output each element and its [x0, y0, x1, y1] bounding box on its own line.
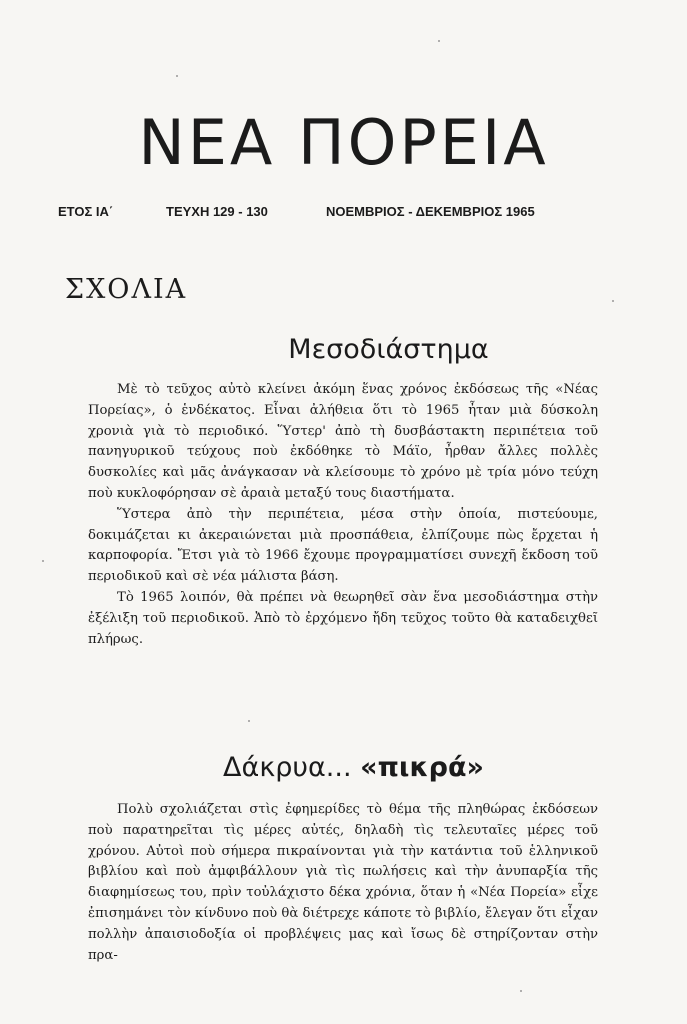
paper-speck: [42, 560, 44, 562]
issue-numbers: ΤΕΥΧΗ 129 - 130: [166, 204, 268, 219]
article-title-quoted: «πικρά»: [360, 752, 484, 783]
paper-speck: [248, 720, 250, 722]
article-paragraph: Μὲ τὸ τεῦχος αὐτὸ κλείνει ἀκόμη ἕνας χρόνος ἐκδόσεως τῆς «Νέας Πορείας», ὁ ἑνδέκατος. Εἶναι ἀλήθεια ὅτι τὸ 1965 ἦταν μιὰ δύσκολη χρονιὰ γιὰ τὸ περιοδικό. Ὕστερ' ἀπὸ τὴ δυσβάστακτη περιπέτεια τοῦ πανηγυρικοῦ τεύχους ποὺ ἐκδόθηκε τὸ Μάϊο, ἦρθαν ἄλλες πολλὲς δυσκολίες καὶ μᾶς ἀνάγκασαν νὰ κλείσουμε τὸ χρόνο μὲ τρία μόνο τεύχη ποὺ κυκλοφόρησαν σὲ ἀραιὰ μεταξύ τους διαστήματα.: [88, 382, 598, 501]
article-title-mesodiastima: Μεσοδιάστημα: [288, 334, 489, 365]
section-title: ΣΧΟΛΙΑ: [65, 274, 188, 305]
paper-speck: [176, 75, 178, 77]
paper-speck: [438, 40, 440, 42]
article-paragraph: Ὕστερα ἀπὸ τὴν περιπέτεια, μέσα στὴν ὁποία, πιστεύουμε, δοκιμάζεται κι ἀκεραιώνεται μιὰ προσπάθεια, ἐλπίζουμε πὼς ἔρχεται ἡ καρποφορία. Ἔτσι γιὰ τὸ 1966 ἔχουμε προγραμματίσει συνεχῆ ἔκδοση τοῦ περιοδικοῦ καὶ σὲ νέα μάλιστα βάση.: [88, 506, 598, 585]
issue-line: [58, 204, 598, 219]
article-title-prefix: Δάκρυα...: [223, 752, 361, 783]
paper-speck: [612, 300, 614, 302]
article-paragraph: Πολὺ σχολιάζεται στὶς ἐφημερίδες τὸ θέμα τῆς πληθώρας ἐκδόσεων ποὺ παρατηρεῖται τὶς μέρες αὐτές, δηλαδὴ τὶς τελευταῖες μέρες τοῦ χρόνου. Αὐτοὶ ποὺ σήμερα πικραίνονται γιὰ τὴν κατάντια τοῦ ἑλληνικοῦ βιβλίου καὶ ποὺ ἀμφιβάλλουν γιὰ τὶς πωλήσεις καὶ τὴν ἀνυπαρξία τῆς διαφημίσεως του, πρὶν τοὐλάχιστο δέκα χρόνια, ὅταν ἡ «Νέα Πορεία» εἶχε ἐπισημάνει τὸν κίνδυνο ποὺ θὰ διέτρεχε κάποτε τὸ βιβλίο, ἔλεγαν ὅτι εἶχαν πολλὴν ἀπαισιοδοξία οἱ προβλέψεις μας καὶ ἴσως δὲ στηρίζονταν στὴν πρα-: [88, 802, 598, 963]
issue-year: ΕΤΟΣ ΙΑ΄: [58, 204, 114, 219]
article-paragraph: Τὸ 1965 λοιπόν, θὰ πρέπει νὰ θεωρηθεῖ σὰν ἕνα μεσοδιάστημα στὴν ἐξέλιξη τοῦ περιοδικοῦ. Ἀπὸ τὸ ἐρχόμενο ἤδη τεῦχος τοῦτο θὰ καταδειχθεῖ πλήρως.: [88, 589, 598, 647]
article-body-mesodiastima: [88, 380, 598, 650]
article-title-dakrya: [0, 752, 687, 783]
issue-date: ΝΟΕΜΒΡΙΟΣ - ΔΕΚΕΜΒΡΙΟΣ 1965: [326, 204, 535, 219]
article-body-dakrya: [88, 800, 598, 966]
paper-speck: [520, 990, 522, 992]
masthead-title: ΝΕΑ ΠΟΡΕΙΑ: [138, 106, 549, 179]
